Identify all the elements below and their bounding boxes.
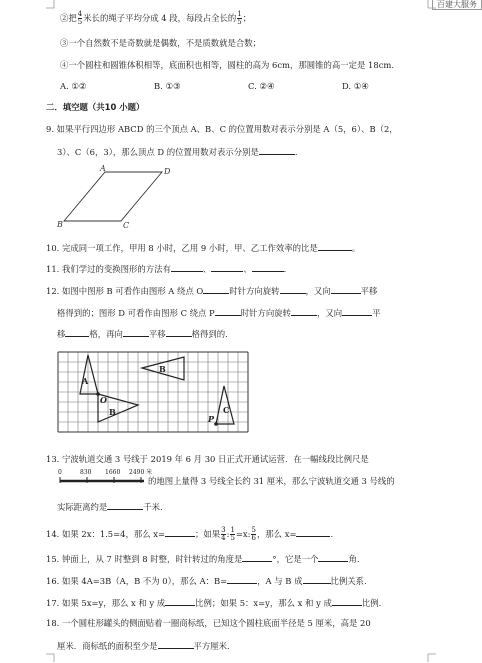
q12-text: 平	[372, 308, 381, 318]
label-a: A	[100, 164, 106, 173]
q12-blank-direction-2[interactable]	[215, 306, 241, 316]
shape-a	[80, 355, 98, 394]
q9-answer-blank[interactable]	[259, 145, 295, 155]
statement-2-text: 米长的绳子平均分成 4 段，每段占全长的	[83, 13, 237, 23]
fig-label-p: P	[208, 414, 215, 424]
fig-label-c: C	[223, 405, 230, 415]
q9-line1: 9. 如果平行四边形 ABCD 的三个顶点 A、B、C 的位置用数对表示分别是 A（5，6）、B（2，	[46, 124, 398, 134]
q16-text: ，A 与 B 成	[257, 576, 303, 586]
q12-blank-steps-2[interactable]	[166, 327, 192, 337]
q13-line3	[57, 500, 163, 513]
scale-label-830: 830	[80, 469, 92, 476]
q13-end: 千米.	[143, 502, 163, 512]
statement-2-prefix: ②把	[60, 13, 77, 23]
q12-text: 时针方向旋转	[240, 308, 291, 318]
q12-blank-direction-1[interactable]	[203, 284, 229, 294]
q15	[46, 552, 360, 565]
corner-mark-bottom-left	[46, 652, 56, 662]
q11-blank-3[interactable]	[252, 262, 284, 272]
corner-mark-top-right	[428, 0, 438, 10]
q12-line1	[46, 284, 377, 297]
q10-answer-blank[interactable]	[318, 241, 352, 251]
choice-b[interactable]: B. ①③	[154, 81, 181, 91]
q15-text: °，它是一个	[272, 554, 319, 564]
fraction-one-fifth	[230, 527, 234, 542]
corner-mark-top-left	[46, 0, 56, 10]
q12-line3	[57, 327, 228, 340]
q11-sep: 、	[243, 264, 252, 274]
q12-text: 平移	[148, 329, 166, 339]
q12-text: 12. 如图中图形 B 可看作由图形 A 绕点 O	[46, 286, 204, 296]
statement-2-end: ；	[242, 13, 252, 23]
q11-blank-2[interactable]	[211, 262, 243, 272]
q9-end: .	[294, 147, 298, 157]
q18-text: 厘米．商标纸的面积至少是	[57, 641, 158, 651]
q12-text: 平移	[360, 286, 378, 296]
header-tag: 百建大服务	[432, 0, 482, 10]
q10-text: 10. 完成同一项工作，甲用 8 小时，乙用 9 小时，甲、乙工作效率的比是	[46, 243, 318, 253]
q17-blank-1[interactable]	[165, 596, 195, 606]
q12-blank-angle-2[interactable]	[291, 306, 317, 316]
q9-text: 3）、C（6，3），那么顶点 D 的位置用数对表示分别是	[57, 147, 259, 157]
q12-blank-steps-1[interactable]	[65, 327, 89, 337]
q11-text: 11. 我们学过的变换图形的方法有	[46, 264, 171, 274]
fig-label-a: A	[82, 376, 89, 386]
fig-label-b2: B	[109, 407, 116, 417]
choice-d[interactable]: D. ①④	[342, 81, 369, 91]
frac-den: 5	[237, 18, 242, 26]
q14-text: =x:	[235, 529, 251, 539]
point-p	[214, 422, 218, 426]
fig-label-o: O	[100, 395, 107, 405]
q11-blank-1[interactable]	[171, 262, 203, 272]
q15-blank-angle[interactable]	[242, 552, 272, 562]
q14-text: ；如果	[195, 529, 221, 539]
section-heading-fill-in: 二．填空题（共10 小题）	[46, 102, 145, 112]
q16-text: 16. 如果 4A=3B（A，B 不为 0），那么 A：B=	[46, 576, 228, 586]
frac-den: 5	[77, 18, 83, 26]
q17-blank-2[interactable]	[332, 596, 362, 606]
statement-3: ③一个自然数不是奇数就是偶数，不是质数就是合数；	[60, 38, 261, 48]
q12-blank-angle-1[interactable]	[280, 284, 306, 294]
q17-end: 比例.	[361, 598, 382, 608]
q15-end: 角.	[348, 554, 360, 564]
q17-text: 比例；如果 5：x=y，那么 x 和 y 成	[195, 598, 332, 608]
q14-text: 14. 如果 2x：1.5=4，那么 x=	[46, 529, 166, 539]
q12-blank-move-dir-3[interactable]	[123, 327, 149, 337]
q11-end: .	[283, 264, 287, 274]
frac-num: 5	[251, 526, 256, 534]
fig-label-b: B	[159, 364, 166, 374]
q13-answer-blank[interactable]	[107, 500, 143, 510]
q14-text: ，那么 x=	[256, 529, 297, 539]
q10-end: 。	[351, 243, 361, 253]
frac-num: 3	[221, 526, 226, 534]
q14-blank-2[interactable]	[296, 527, 330, 537]
q17-text: 17. 如果 5x=y，那么 x 和 y 成	[46, 598, 166, 608]
q14-text: :	[226, 529, 230, 539]
q12-text: ，又向	[305, 286, 331, 296]
q9-line2	[57, 145, 298, 158]
q10	[46, 241, 360, 254]
frac-num: 1	[230, 526, 235, 534]
q13-text: 实际距离约是	[57, 502, 108, 512]
frac-num: 1	[237, 10, 242, 18]
q12-text: 移	[57, 329, 66, 339]
q14-end: .	[330, 529, 334, 539]
label-d: D	[164, 167, 171, 176]
frac-num: 4	[77, 10, 83, 18]
fraction-three-quarters	[221, 527, 225, 542]
q12-blank-move-dir-1[interactable]	[331, 284, 361, 294]
q12-text: 格，再向	[89, 329, 123, 339]
q12-text: 格得到的.	[191, 329, 228, 339]
label-b: B	[57, 220, 63, 229]
q18-answer-blank[interactable]	[158, 639, 194, 649]
frac-den: 5	[230, 534, 235, 542]
fraction-five-sixths	[251, 527, 255, 542]
label-c: C	[123, 221, 130, 230]
q11	[46, 262, 286, 275]
q15-text: 15. 钟面上，从 7 时整到 8 时整，时针转过的角度是	[46, 554, 243, 564]
q12-blank-move-dir-2[interactable]	[342, 306, 372, 316]
q13-line1: 13. 宁波轨道交通 3 号线于 2019 年 6 月 30 日正式开通试运营．在一幅线段比例尺是	[46, 454, 369, 464]
fraction-one-fifth	[237, 11, 241, 26]
q12-text: 时针方向旋转	[229, 286, 280, 296]
statement-2	[60, 11, 251, 26]
q16	[46, 574, 367, 587]
choice-a[interactable]: A. ①②	[60, 81, 87, 91]
frac-den: 4	[221, 534, 226, 542]
q18-line1: 18. 一个圆柱形罐头的侧面贴着一圈商标纸，已知这个圆柱底面半径是 5 厘米，高是 20	[46, 618, 371, 628]
scale-label-1660: 1660	[105, 469, 121, 476]
q18-line2	[57, 639, 230, 652]
fraction-four-fifths	[78, 11, 82, 26]
q16-blank-ratio[interactable]	[227, 574, 257, 584]
q17	[46, 596, 381, 609]
q12-text: ，又向	[316, 308, 343, 318]
q15-blank-type[interactable]	[318, 552, 348, 562]
scale-bar	[56, 468, 156, 486]
scale-label-0: 0	[58, 469, 62, 476]
frac-den: 6	[251, 534, 256, 542]
q13-line2: 的地图上量得 3 号线全长约 31 厘米，那么宁波轨道交通 3 号线的	[148, 476, 395, 486]
q11-sep: 、	[202, 264, 212, 274]
corner-mark-bottom-right	[428, 652, 438, 662]
parallelogram-abcd	[64, 172, 162, 221]
q12-line2	[57, 306, 380, 319]
choice-c[interactable]: C. ②④	[248, 81, 275, 91]
q12-text: 格得到的；图形 D 可看作由图形 C 绕点 P	[57, 308, 215, 318]
scale-label-2490: 2490 米	[129, 469, 153, 476]
q14	[46, 527, 333, 542]
q16-end: 比例关系.	[330, 576, 367, 586]
q14-blank-1[interactable]	[165, 527, 195, 537]
parallelogram-figure	[56, 164, 176, 230]
transformation-grid-figure	[58, 352, 248, 436]
statement-4: ④一个圆柱和圆锥体积相等，底面积也相等，圆柱的高为 6cm，那圆锥的高一定是 18cm.	[60, 60, 394, 70]
q18-end: 平方厘米.	[193, 641, 230, 651]
q16-blank-relation[interactable]	[303, 574, 331, 584]
